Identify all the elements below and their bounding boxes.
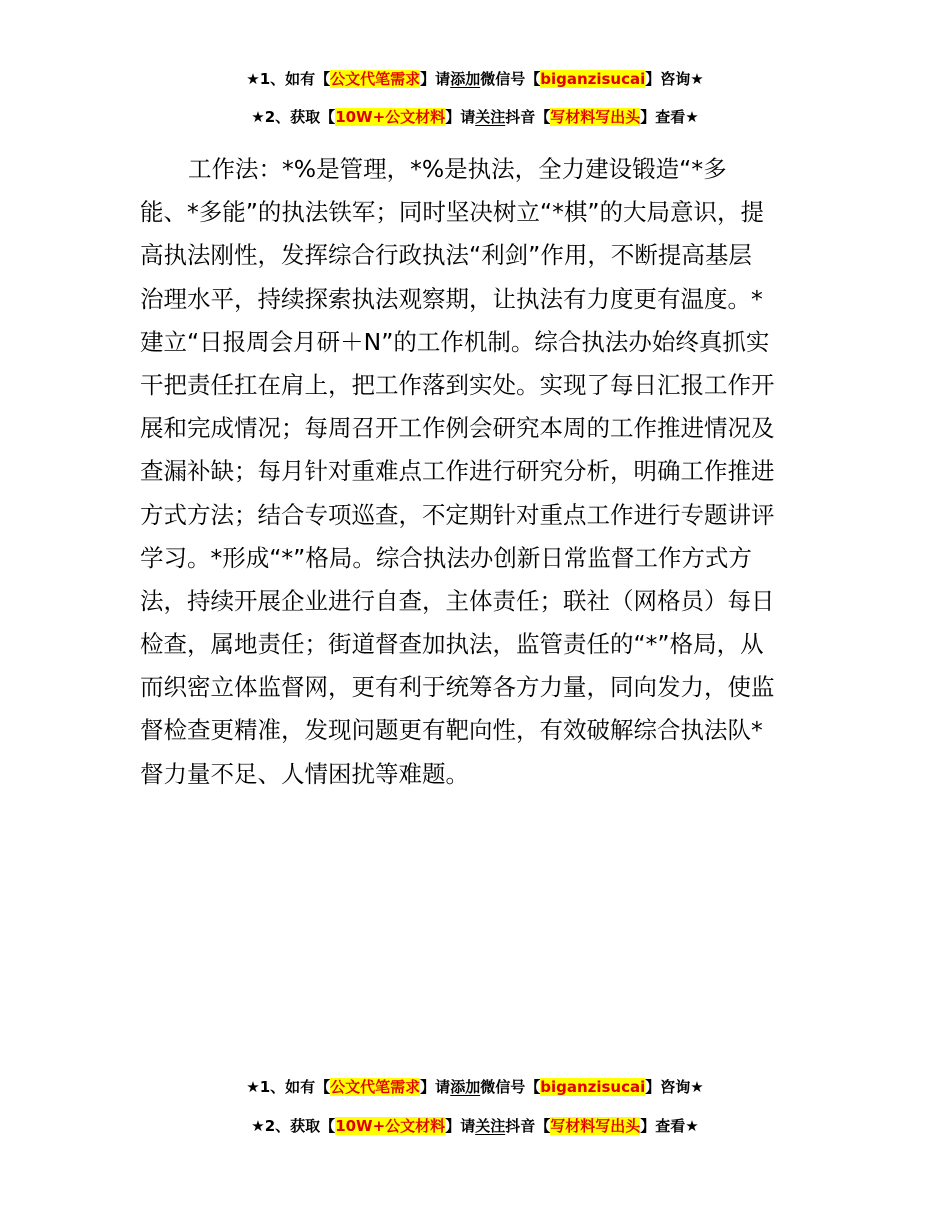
- header-banner-line-1: [0, 68, 950, 90]
- text-line: 建立“日报周会月研＋N”的工作机制。综合执法办始终真抓实: [140, 327, 770, 356]
- underlined-text: 添加: [450, 70, 481, 88]
- banner-text: 】请: [420, 70, 451, 88]
- text-line: 能、*多能”的执法铁军；同时坚决树立“*棋”的大局意识，提: [140, 198, 765, 227]
- banner-text: 】查看★: [640, 1117, 699, 1135]
- highlight-text: biganzisucai: [540, 70, 646, 88]
- body-paragraph: [140, 148, 812, 796]
- banner-text: 微信号【: [480, 70, 541, 88]
- banner-text: 】请: [420, 1078, 451, 1096]
- banner-text: 】请: [445, 108, 476, 126]
- banner-text: 微信号【: [480, 1078, 541, 1096]
- banner-text: 抖音【: [505, 108, 551, 126]
- footer-banner-line-1: [0, 1076, 950, 1098]
- banner-text: 抖音【: [505, 1117, 551, 1135]
- banner-text: ★1、如有【: [246, 1078, 331, 1096]
- banner-text: ★2、获取【: [251, 108, 336, 126]
- footer-banner-line-2: [0, 1115, 950, 1137]
- underlined-text: 关注: [475, 1117, 506, 1135]
- header-banner-line-2: [0, 106, 950, 128]
- text-line: 督力量不足、人情困扰等难题。: [140, 759, 469, 788]
- banner-text: 】请: [445, 1117, 476, 1135]
- highlight-text: 10W+公文材料: [335, 1117, 446, 1135]
- text-line: 干把责任扛在肩上，把工作落到实处。实现了每日汇报工作开: [140, 370, 775, 399]
- text-line: 而织密立体监督网，更有利于统筹各方力量，同向发力，使监: [140, 673, 775, 702]
- banner-text: ★2、获取【: [251, 1117, 336, 1135]
- underlined-text: 关注: [475, 108, 506, 126]
- text-line: 督检查更精准，发现问题更有靶向性，有效破解综合执法队*: [140, 716, 763, 745]
- highlight-text: biganzisucai: [540, 1078, 646, 1096]
- underlined-text: 添加: [450, 1078, 481, 1096]
- highlight-text: 10W+公文材料: [335, 108, 446, 126]
- text-line: 方式方法；结合专项巡查，不定期针对重点工作进行专题讲评: [140, 500, 775, 529]
- banner-text: 】咨询★: [645, 70, 704, 88]
- text-line: 查漏补缺；每月针对重难点工作进行研究分析，明确工作推进: [140, 457, 775, 486]
- banner-text: 】咨询★: [645, 1078, 704, 1096]
- text-line: 治理水平，持续探索执法观察期，让执法有力度更有温度。*: [140, 284, 763, 313]
- highlight-text: 公文代笔需求: [330, 70, 421, 88]
- banner-text: ★1、如有【: [246, 70, 331, 88]
- text-line: 工作法：*%是管理，*%是执法，全力建设锻造“*多: [188, 155, 727, 183]
- text-line: 展和完成情况；每周召开工作例会研究本周的工作推进情况及: [140, 414, 775, 443]
- banner-text: 】查看★: [640, 108, 699, 126]
- text-line: 法，持续开展企业进行自查，主体责任；联社（网格员）每日: [140, 586, 775, 615]
- highlight-text: 公文代笔需求: [330, 1078, 421, 1096]
- text-line: 检查，属地责任；街道督查加执法，监管责任的“*”格局，从: [140, 630, 764, 659]
- text-line: 高执法刚性，发挥综合行政执法“利剑”作用，不断提高基层: [140, 241, 752, 270]
- highlight-text: 写材料写出头: [550, 1117, 641, 1135]
- text-line: 学习。*形成“*”格局。综合执法办创新日常监督工作方式方: [140, 543, 752, 572]
- highlight-text: 写材料写出头: [550, 108, 641, 126]
